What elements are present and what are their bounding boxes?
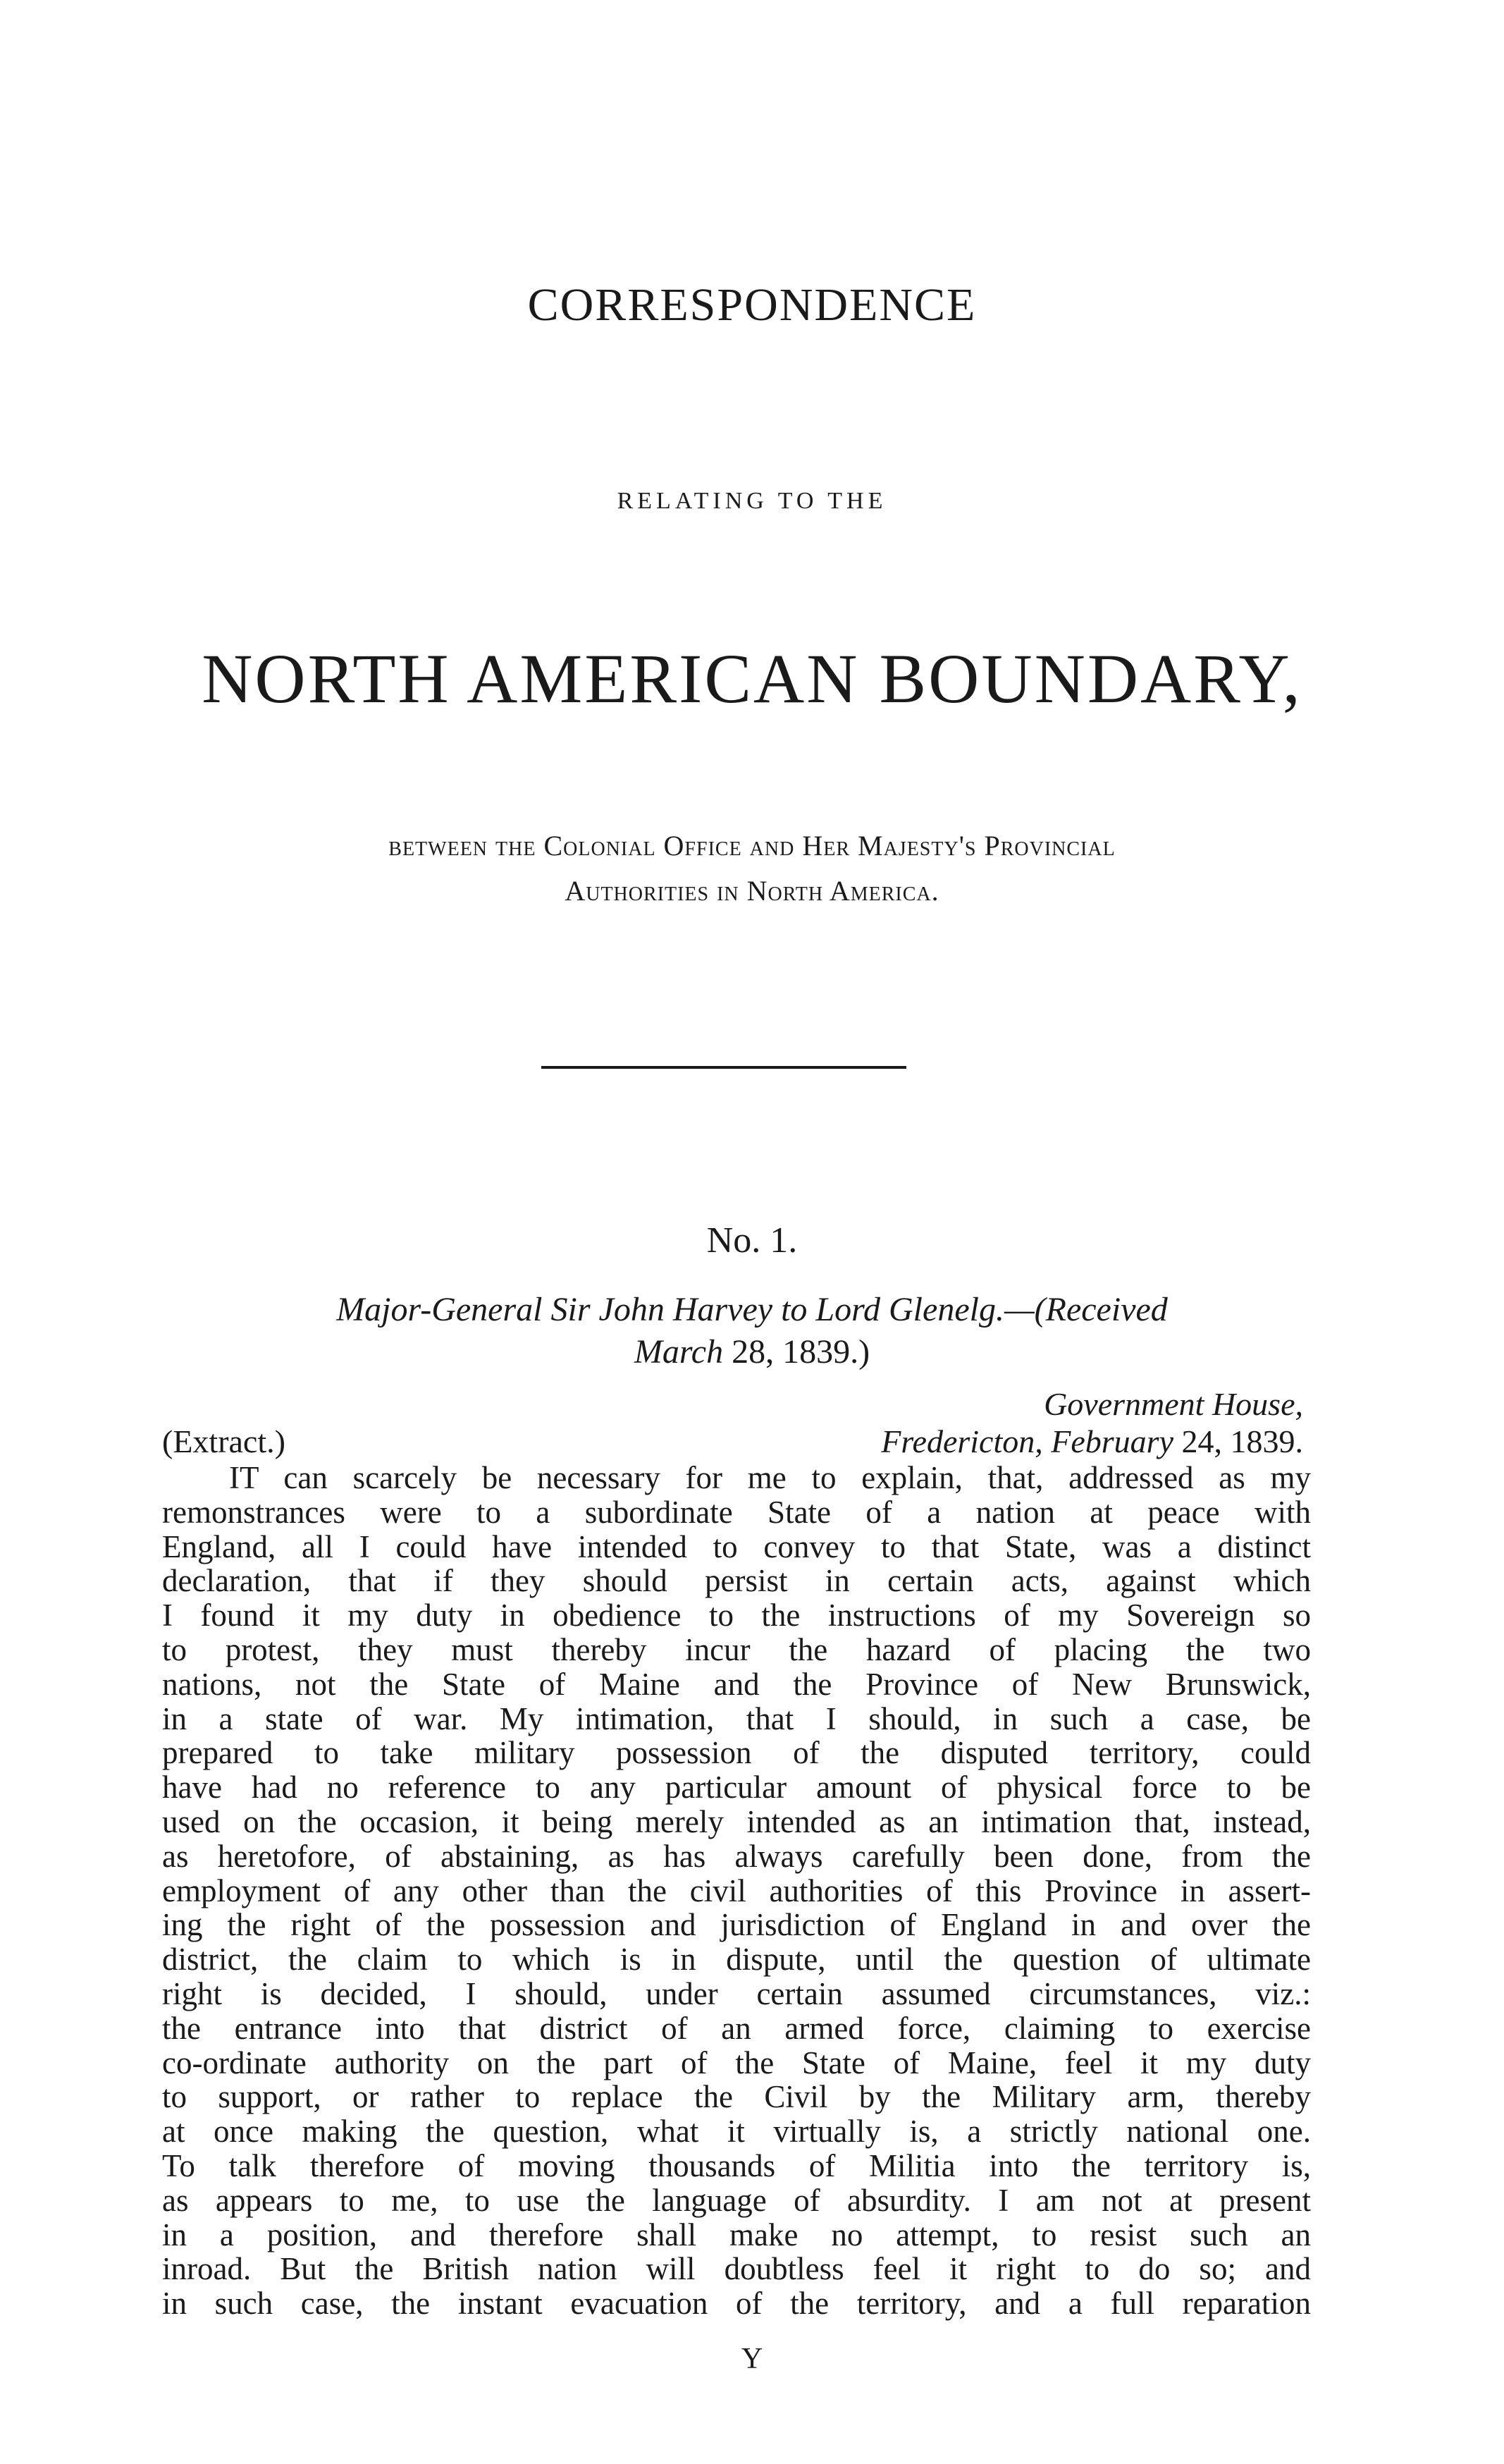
between-line-1: between the Colonial Office and Her Majesty's Provincial (388, 830, 1116, 862)
body-line: To talk therefore of moving thousands of Militia into the territory is, (162, 2147, 1311, 2183)
body-line: remonstrances were to a subordinate State of a nation at peace with (162, 1494, 1311, 1530)
extract-label: (Extract.) (162, 1423, 285, 1459)
letter-heading-line-2 (0, 1331, 1504, 1373)
body-line: have had no reference to any particular amount of physical force to be (162, 1770, 1311, 1806)
body-line: at once making the question, what it virtually is, a strictly national one. (162, 2114, 1311, 2150)
signature-mark: Y (741, 2343, 763, 2375)
body-line: the entrance into that district of an armed force, claiming to exercise (162, 2010, 1311, 2046)
body-line: in such case, the instant evacuation of the territory, and a full reparation (162, 2286, 1311, 2322)
section-divider (541, 1066, 906, 1069)
body-line: I found it my duty in obedience to the instructions of my Sovereign so (162, 1598, 1311, 1634)
relating-to-line: RELATING TO THE (617, 488, 887, 514)
body-line: district, the claim to which is in dispute, until the question of ultimate (162, 1942, 1311, 1978)
body-line: nations, not the State of Maine and the Province of New Brunswick, (162, 1666, 1311, 1702)
body-line: ing the right of the possession and jurisdiction of England in and over the (162, 1907, 1311, 1943)
body-line: as appears to me, to use the language of absurdity. I am not at present (162, 2182, 1311, 2218)
body-line: used on the occasion, it being merely intended as an intimation that, instead, (162, 1803, 1311, 1839)
letter-heading-line-1: Major-General Sir John Harvey to Lord Glenelg.—(Received (336, 1291, 1168, 1328)
body-line: co-ordinate authority on the part of the State of Maine, feel it my duty (162, 2045, 1311, 2080)
body-line: to protest, they must thereby incur the hazard of placing the two (162, 1631, 1311, 1667)
received-month: March (634, 1333, 724, 1371)
body-line: England, all I could have intended to convey to that State, was a distinct (162, 1528, 1311, 1564)
body-line: prepared to take military possession of the disputed territory, could (162, 1735, 1311, 1771)
document-subject: NORTH AMERICAN BOUNDARY, (202, 639, 1302, 718)
letter-number: No. 1. (706, 1220, 798, 1261)
letter-body (162, 1461, 1311, 2321)
between-line-2: Authorities in North America. (565, 875, 939, 907)
letter-place-line-1: Government House, (1044, 1386, 1303, 1422)
document-title: CORRESPONDENCE (527, 279, 977, 331)
letter-date: 24, 1839. (1181, 1423, 1303, 1459)
body-line: to support, or rather to replace the Civil by the Military arm, thereby (162, 2079, 1311, 2115)
letter-place-line-2 (881, 1423, 1303, 1460)
body-line: employment of any other than the civil authorities of this Province in assert- (162, 1872, 1311, 1908)
received-date: 28, 1839.) (732, 1333, 870, 1371)
body-line: declaration, that if they should persist in certain acts, against which (162, 1563, 1311, 1599)
body-line: inroad. But the British nation will doubtless feel it right to do so; and (162, 2251, 1311, 2287)
body-line: in a position, and therefore shall make no attempt, to resist such an (162, 2217, 1311, 2252)
body-line: in a state of war. My intimation, that I should, in such a case, be (162, 1700, 1311, 1736)
letter-heading (0, 1289, 1504, 1373)
body-line: as heretofore, of abstaining, as has always carefully been done, from the (162, 1838, 1311, 1874)
between-parties (0, 823, 1504, 914)
letter-city-month: Fredericton, February (881, 1423, 1173, 1459)
body-line: IT can scarcely be necessary for me to explain, that, addressed as my (229, 1460, 1311, 1495)
body-line: right is decided, I should, under certain assumed circumstances, viz.: (162, 1975, 1311, 2011)
